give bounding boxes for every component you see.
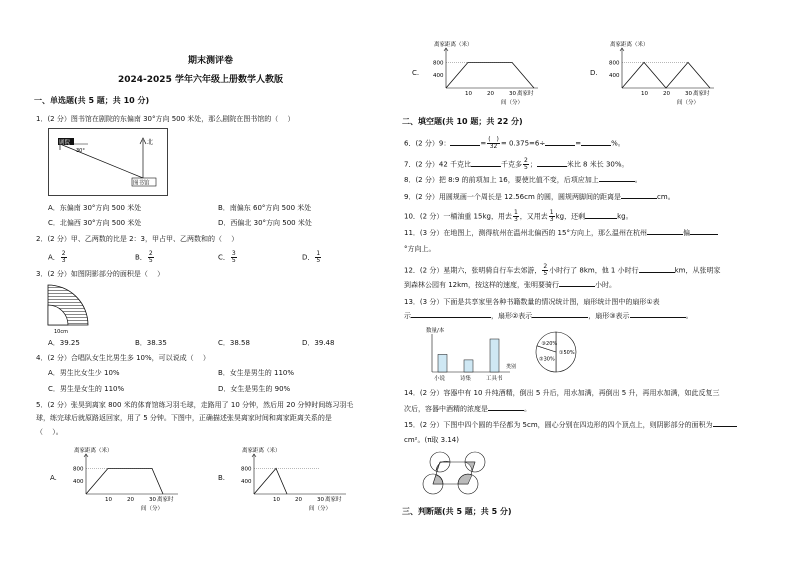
- q6-blank-1[interactable]: [450, 145, 480, 146]
- q3-radius-label: 10cm: [54, 329, 68, 335]
- q6-blank-3[interactable]: [581, 145, 611, 146]
- q15-line2: cm²。(π取 3.14): [404, 436, 459, 444]
- graph-x-tick: 20: [663, 91, 670, 97]
- q5-text-line1: 5．(2 分）张昊到离家 800 米的体育馆练习羽毛球，走路用了 10 分钟，然后用 20 分钟时间练习羽毛: [36, 401, 354, 409]
- q2-text: 2．(2 分）甲、乙两数的比是 2：3，甲占甲、乙两数和的（ ）: [36, 235, 239, 243]
- graph-xlabel-2: 间（分）: [309, 506, 332, 512]
- q7-blank-2[interactable]: [537, 166, 567, 167]
- graph-xlabel-1: 离家时: [157, 497, 174, 503]
- bar-category-label: 工具书: [486, 376, 503, 382]
- graph-ylabel: 离家距离（米）: [610, 42, 649, 48]
- q1-direction-figure: [48, 128, 168, 196]
- pie-label-0: ①50%: [559, 350, 575, 356]
- q7: 7．(2 分）42 千克比 千克多 $\frac{2}{5}$ ； 米比 8 米长 30%。: [404, 157, 629, 171]
- q5-option-d[interactable]: D.: [590, 69, 598, 77]
- graph-x-tick: 20: [487, 91, 494, 97]
- library-label: 图书馆: [133, 180, 150, 187]
- graph-xlabel-1: 离家时: [517, 91, 534, 97]
- pie-label-1: ②30%: [539, 356, 555, 363]
- bar-1: [464, 360, 473, 372]
- graph-x-tick: 30: [509, 91, 516, 97]
- q5-graph-c: [424, 40, 534, 110]
- q10-blank[interactable]: [585, 218, 617, 219]
- graph-xlabel-2: 间（分）: [677, 100, 700, 106]
- q3-shaded-figure: [46, 283, 96, 335]
- graph-y-tick-800: 800: [433, 60, 444, 67]
- q5-text-line3: （ ）。: [36, 428, 63, 436]
- graph-y-tick-800: 800: [609, 60, 620, 67]
- graph-y-tick-400: 400: [433, 73, 444, 80]
- q5-graph-b: [232, 446, 342, 516]
- q1-option-b[interactable]: B．南偏东 60°方向 500 米处: [218, 204, 312, 212]
- graph-ylabel: 离家距离（米）: [74, 448, 113, 454]
- north-label: 北: [147, 139, 154, 146]
- q13-bar-chart: [426, 326, 521, 384]
- q10: 10．(2 分）一桶油重 15kg，用去 $\frac{1}{3}$ ，又用去 $\frac{1}{3}$ kg，还剩 kg。: [404, 209, 633, 223]
- q2-option-c[interactable]: C． $\frac{3}{5}$: [218, 250, 236, 264]
- q3-option-c[interactable]: C．38.58: [218, 339, 250, 347]
- graph-ylabel: 离家距离（米）: [242, 448, 281, 454]
- q4-option-c[interactable]: C．男生是女生的 110%: [48, 385, 125, 393]
- bar-xlabel: 类别: [506, 364, 517, 370]
- q3-text: 3．(2 分）如图阴影部分的面积是（ ）: [36, 270, 165, 278]
- bar-2: [490, 339, 499, 372]
- q1-option-a[interactable]: A．东偏南 30°方向 500 米处: [48, 204, 142, 212]
- q5-graph-a: [64, 446, 174, 516]
- q14-line2: 次后，容器中酒精的浓度是 。: [404, 405, 531, 413]
- q5-option-b[interactable]: B.: [218, 474, 226, 482]
- q12-line2: 到森林公园有 12km，按这样的速度，张明要骑行 小时。: [404, 281, 617, 289]
- graph-series-line: [254, 468, 287, 494]
- graph-y-tick-400: 400: [241, 479, 252, 486]
- q2-option-d[interactable]: D． $\frac{1}{5}$: [302, 250, 321, 264]
- graph-series-line: [86, 468, 163, 494]
- shaded-sector-1: [436, 461, 450, 471]
- page-subtitle: 2024-2025 学年六年级上册数学人教版: [118, 75, 283, 85]
- q3-option-a[interactable]: A．39.25: [48, 339, 80, 347]
- graph-xlabel-1: 离家时: [693, 91, 710, 97]
- bar-0: [438, 354, 447, 372]
- q4-option-b[interactable]: B．女生是男生的 110%: [218, 369, 295, 377]
- graph-x-tick: 10: [465, 91, 472, 97]
- bar-category-label: 小说: [434, 376, 446, 382]
- graph-series-line: [622, 62, 710, 88]
- q13-line1: 13．(3 分）下面是共享家里各种书籍数量的情况统计图，扇形统计图中的扇形①表: [404, 298, 660, 306]
- graph-x-tick: 20: [295, 497, 302, 503]
- q15-circles-figure: [420, 450, 490, 496]
- q8-blank[interactable]: [599, 181, 635, 182]
- q13-blank-1[interactable]: [411, 317, 491, 318]
- q1-option-c[interactable]: C．北偏西 30°方向 500 米处: [48, 219, 142, 227]
- q7-blank-1[interactable]: [471, 166, 501, 167]
- q2-option-b[interactable]: B． $\frac{2}{5}$: [135, 250, 153, 264]
- q13-line2: 示 ，扇形②表示 ，扇形③表示 。: [404, 312, 693, 320]
- q5-option-a[interactable]: A.: [50, 474, 57, 482]
- q8: 8．(2 分）把 8:9 的前项加上 16，要使比值不变，后项应加上 。: [404, 176, 642, 184]
- q14-blank[interactable]: [488, 410, 524, 411]
- q12-blank-2[interactable]: [559, 286, 595, 287]
- angle-label: 30°: [76, 148, 85, 154]
- q11-blank-2[interactable]: [690, 234, 718, 235]
- section3-heading: 三、判断题(共 5 题；共 5 分): [402, 507, 512, 516]
- graph-y-tick-400: 400: [73, 479, 84, 486]
- q14-line1: 14．(2 分）容器中有 10 升纯酒精，倒出 5 升后，用水加满，再倒出 5 升，再用水加满，如此反复三: [404, 389, 720, 397]
- q5-text-line2: 球，练完球后就原路返回家，用了 5 分钟。下图中，正确描述张昊离家时间和离家距离关系的是: [36, 414, 332, 422]
- q6-blank-2[interactable]: [545, 145, 575, 146]
- q1-text: 1．(2 分）图书馆在剧院的东偏南 30°方向 500 米处，那么剧院在图书馆的（ ）: [36, 115, 295, 123]
- q4-option-d[interactable]: D．女生是男生的 90%: [218, 385, 291, 393]
- q5-option-c[interactable]: C.: [412, 69, 420, 77]
- q15-line1: 15．(2 分）下图中四个圆的半径都为 5cm，圆心分别在四边形的四个顶点上，则阴影部分的面积为: [404, 421, 737, 430]
- graph-ylabel: 离家距离（米）: [434, 42, 473, 48]
- q1-option-d[interactable]: D．西偏北 30°方向 500 米处: [218, 219, 312, 227]
- q13-pie-chart: [534, 330, 578, 374]
- q11-line2: °方向上。: [404, 245, 436, 253]
- graph-x-tick: 10: [105, 497, 112, 503]
- page-title: 期末测评卷: [188, 56, 234, 66]
- graph-y-tick-800: 800: [241, 466, 252, 473]
- graph-x-tick: 10: [273, 497, 280, 503]
- q11-blank-1[interactable]: [647, 234, 683, 235]
- graph-xlabel-2: 间（分）: [141, 506, 164, 512]
- bar-category-label: 诗集: [460, 376, 472, 382]
- q11-line1: 11．(3 分）在地图上，测得杭州在温州北偏西的 15°方向上，那么温州在杭州 偏: [404, 229, 718, 238]
- shaded-sector-2: [465, 462, 475, 471]
- q15-blank[interactable]: [713, 426, 737, 427]
- q3-option-d[interactable]: D．39.48: [302, 339, 335, 347]
- q2-option-a[interactable]: A． $\frac{2}{3}$: [48, 250, 66, 264]
- pie-label-2: ③20%: [541, 341, 558, 348]
- graph-series-line: [446, 62, 534, 88]
- q13-blank-3[interactable]: [630, 317, 686, 318]
- q9: 9．(2 分）用圆规画一个周长是 12.56cm 的圆，圆规两脚间的距离是 cm。: [404, 193, 675, 201]
- graph-y-tick-400: 400: [609, 73, 620, 80]
- shaded-sector-3: [458, 474, 472, 484]
- q6: 6．(2 分）9： = $\frac{( )}{32}$ = 0.375=6÷ = %。: [404, 136, 625, 150]
- graph-x-tick: 30: [317, 497, 324, 503]
- graph-xlabel-1: 离家时: [325, 497, 342, 503]
- q12-blank-1[interactable]: [639, 272, 675, 273]
- q4-option-a[interactable]: A．男生比女生少 10%: [48, 369, 120, 377]
- theater-label: 剧院: [59, 140, 71, 146]
- graph-x-tick: 20: [127, 497, 134, 503]
- q5-graph-d: [600, 40, 710, 110]
- q12-line1: 12．(2 分）星期六，张明骑自行车去郊游， $\frac{2}{5}$ 小时行了 8km，他 1 小时行 km，从张明家: [404, 263, 721, 277]
- graph-x-tick: 30: [685, 91, 692, 97]
- bar-ylabel: 数量/本: [426, 328, 445, 334]
- section1-heading: 一、单选题(共 5 题；共 10 分): [34, 96, 150, 105]
- q13-blank-2[interactable]: [532, 317, 588, 318]
- q4-text: 4．(2 分）合唱队女生比男生多 10%，可以说成（ ）: [36, 354, 210, 362]
- shaded-sector-4: [433, 475, 443, 484]
- graph-x-tick: 30: [149, 497, 156, 503]
- section2-heading: 二、填空题(共 10 题；共 22 分): [402, 117, 523, 126]
- graph-x-tick: 10: [641, 91, 648, 97]
- graph-y-tick-800: 800: [73, 466, 84, 473]
- q3-option-b[interactable]: B．38.35: [135, 339, 167, 347]
- q9-blank[interactable]: [621, 198, 657, 199]
- graph-xlabel-2: 间（分）: [501, 100, 524, 106]
